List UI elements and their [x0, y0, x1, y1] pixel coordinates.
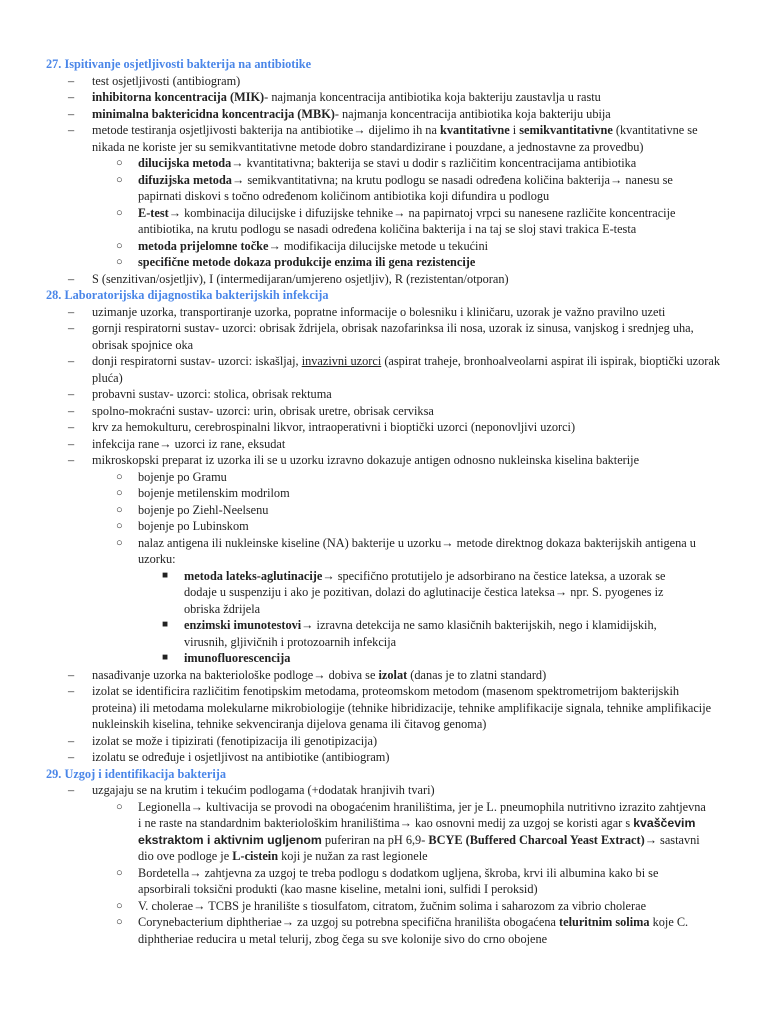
text-run: i	[509, 123, 520, 137]
sub-list-item	[116, 254, 708, 271]
dash-bullet-icon: –	[68, 750, 75, 764]
text-run: izolat se može i tipizirati (fenotipizacija ili genotipizacija)	[92, 733, 378, 748]
text-run: → specifično protutijelo je adsorbirano na čestice lateksa, a uzorak se dodaje u suspenziju i ako je pozitivan, dolazi do aglutinacije čestica lateksa→ npr. S. pyogenes iz obriska ždrijela	[184, 568, 666, 616]
text-run: bojenje po Lubinskom	[138, 519, 249, 533]
underlined-text: invazivni uzorci	[301, 354, 382, 368]
text-run: gornji respiratorni sustav- uzorci: obrisak ždrijela, obrisak nazofarinksa ili nosa, uzorak iz sinusa, vanjskog i srednjeg uha, obrisak spojnice oka	[92, 321, 694, 352]
sub-list-item	[116, 865, 708, 898]
list-item	[68, 73, 722, 90]
list-item	[68, 320, 722, 353]
sub-list-item	[116, 535, 708, 568]
sub-sub-list-item	[162, 568, 698, 618]
sub-list-item	[116, 502, 708, 519]
text-run: → kvantitativna; bakterija se stavi u dodir s različitim koncentracijama antibiotika	[231, 156, 637, 170]
bold-term: kvantitativne	[440, 123, 510, 137]
list-item	[68, 122, 722, 155]
text-run: Corynebacterium diphtheriae→ za uzgoj su potrebna specifična hranilišta obogaćena	[138, 915, 560, 929]
list-item	[68, 353, 722, 386]
dash-bullet-icon: –	[68, 436, 75, 451]
list-item	[68, 749, 722, 766]
bold-term: BCYE (Buffered Charcoal Yeast Extract)	[428, 832, 645, 847]
text-run: → semikvantitativna; na krutu podlogu se nasadi određena količina bakterija→ nanesu se papirnati diskovi s točno određenom količinom antibiotika koji difundira u podlogu	[138, 172, 673, 203]
dash-bullet-icon: –	[68, 90, 75, 104]
document-page	[0, 56, 768, 947]
bold-term: semikvantitativne	[519, 123, 613, 137]
text-run: Bordetella→ zahtjevna za uzgoj te treba podlogu s dodatkom ugljena, škroba, krvi ili albumina kako bi se apsorbirali toksični produkti (kao masne kiseline, metalni ioni, sulfidi I peroksid)	[138, 865, 659, 896]
circle-bullet-icon: ○	[116, 800, 123, 813]
bold-term: E-test	[138, 205, 169, 220]
text-run: bojenje po Gramu	[138, 469, 227, 484]
sub-list-item	[116, 485, 708, 502]
bold-term: kvaščevim ekstraktom i aktivnim ugljenom	[138, 816, 696, 847]
list-item	[68, 271, 722, 288]
circle-bullet-icon: ○	[116, 899, 123, 912]
sub-list-item	[116, 172, 708, 205]
bold-term: inhibitorna koncentracija (MIK)	[92, 90, 265, 104]
circle-bullet-icon: ○	[116, 916, 123, 928]
circle-bullet-icon: ○	[116, 866, 123, 879]
bold-term: metoda lateks-aglutinacije	[184, 568, 323, 583]
circle-bullet-icon: ○	[116, 239, 123, 252]
bold-term: imunofluorescencija	[184, 651, 291, 665]
dash-bullet-icon: –	[68, 123, 75, 137]
text-run: mikroskopski preparat iz uzorka ili se u uzorku izravno dokazuje antigen odnosno nukleinska kiselina bakterije	[92, 453, 640, 467]
text-run: (danas je to zlatni standard)	[407, 667, 547, 682]
text-run: test osjetljivosti (antibiogram)	[92, 73, 241, 88]
square-bullet-icon: ■	[162, 569, 169, 581]
text-run: izolat se identificira različitim fenotipskim metodama, proteomskom metodom (masenom spektrometrijom bakterijskih proteina) ili metodama molekularne mikrobiologije (tehnike hibridizacije, tehnike amplifikacije signala, tehnike amplifikacije nukleinskih kiselina, tehnike sekvenciranja dijelova genama ili čitavog genoma)	[92, 684, 712, 731]
text-run: S (senzitivan/osjetljiv), I (intermedijaran/umjereno osjetljiv), R (rezistentan/otporan)	[92, 271, 509, 286]
sub-list-item	[116, 155, 708, 172]
circle-bullet-icon: ○	[116, 536, 123, 549]
square-bullet-icon: ■	[162, 619, 169, 630]
circle-bullet-icon: ○	[116, 520, 123, 532]
sub-sub-list-item	[162, 617, 698, 650]
circle-bullet-icon: ○	[116, 157, 123, 169]
list-item	[68, 782, 722, 799]
sub-list-item	[116, 238, 708, 255]
text-run: → sastavni dio ove podloge je	[138, 832, 700, 863]
bold-term: difuzijska metoda	[138, 172, 232, 187]
list-item	[68, 683, 722, 733]
sub-list-item	[116, 205, 708, 238]
dash-bullet-icon: –	[68, 271, 75, 286]
list-item	[68, 452, 722, 469]
sub-list-item	[116, 469, 708, 486]
text-run: bojenje metilenskim modrilom	[138, 486, 290, 500]
sub-list-item	[116, 898, 708, 915]
list-item	[68, 304, 722, 321]
dash-bullet-icon: –	[68, 783, 75, 797]
dash-bullet-icon: –	[68, 304, 75, 319]
bold-term: dilucijska metoda	[138, 156, 232, 170]
square-bullet-icon: ■	[162, 652, 169, 663]
dash-bullet-icon: –	[68, 420, 75, 434]
list-item	[68, 436, 722, 453]
text-run: probavni sustav- uzorci: stolica, obrisak rektuma	[92, 387, 332, 401]
text-run: - najmanja koncentracija antibiotika koja bakteriju zaustavlja u rastu	[264, 90, 601, 104]
sub-list-item	[116, 799, 708, 865]
bold-term: izolat	[378, 667, 408, 682]
dash-bullet-icon: –	[68, 667, 75, 682]
text-run: krv za hemokulturu, cerebrospinalni likvor, intraoperativni i bioptički uzorci (neponovljivi uzorci)	[92, 420, 576, 434]
bold-term: enzimski imunotestovi	[184, 618, 302, 632]
text-run: uzgajaju se na krutim i tekućim podlogama (+dodatak hranjivih tvari)	[92, 783, 435, 797]
dash-bullet-icon: –	[68, 684, 75, 698]
text-run: Legionella→ kultivacija se provodi na obogaćenim hranilištima, jer je L. pneumophila nutritivno izrazito zahtjevna i ne raste na standardnim bakteriološkim hranilištima→ kao osnovni medij za uzgoj se koristi agar s	[138, 799, 706, 830]
dash-bullet-icon: –	[68, 354, 75, 368]
text-run: koje C. diphtheriae reducira u metal telurij, zbog čega su sve kolonije sivo do crno obojene	[138, 915, 689, 946]
dash-bullet-icon: –	[68, 106, 75, 121]
list-item	[68, 89, 722, 106]
section-heading: 29. Uzgoj i identifikacija bakterija	[46, 766, 226, 781]
bold-term: minimalna baktericidna koncentracija (MBK)	[92, 106, 335, 121]
sub-sub-list-item	[162, 650, 698, 667]
circle-bullet-icon: ○	[116, 470, 123, 483]
circle-bullet-icon: ○	[116, 503, 123, 516]
dash-bullet-icon: –	[68, 387, 75, 401]
list-item	[68, 386, 722, 403]
text-run: koji je nužan za rast legionele	[278, 849, 428, 863]
bold-term: specifične metode dokaza produkcije enzima ili gena rezistencije	[138, 255, 476, 269]
list-item	[68, 419, 722, 436]
text-run: → kombinacija dilucijske i difuzijske tehnike→ na papirnatoj vrpci su nanesene različite koncentracije antibiotika, na krutu podlogu se nasadi određena količina bakterija i na taj se sloj stavi trakica E-testa	[138, 205, 676, 236]
text-run: metode testiranja osjetljivosti bakterija na antibiotike→ dijelimo ih na	[92, 123, 440, 137]
text-run: → modifikacija dilucijske metode u tekućini	[268, 238, 489, 253]
text-run: nasađivanje uzorka na bakteriološke podloge→ dobiva se	[92, 667, 379, 682]
list-item	[68, 106, 722, 123]
sub-list-item	[116, 914, 708, 947]
text-run: → izravna detekcija ne samo klasičnih bakterijskih, nego i klamidijskih, virusnih, gljivičnih i protozoarnih infekcija	[184, 618, 657, 649]
bold-term: L-cistein	[232, 849, 279, 863]
text-run: donji respiratorni sustav- uzorci: iskašljaj,	[92, 354, 302, 368]
dash-bullet-icon: –	[68, 73, 75, 88]
bold-term: teluritnim solima	[559, 915, 650, 929]
bold-term: metoda prijelomne točke	[138, 238, 269, 253]
section-heading: 27. Ispitivanje osjetljivosti bakterija na antibiotike	[46, 57, 312, 71]
dash-bullet-icon: –	[68, 321, 75, 335]
text-run: infekcija rane→ uzorci iz rane, eksudat	[92, 436, 286, 451]
text-run: (kvantitativne se nikada ne koriste jer su semikvantitativne metode dobro standardizirane i pouzdane, a jednostavne za provedbu)	[92, 123, 698, 154]
list-item	[68, 733, 722, 750]
list-item	[68, 403, 722, 420]
dash-bullet-icon: –	[68, 453, 75, 467]
circle-bullet-icon: ○	[116, 173, 123, 186]
circle-bullet-icon: ○	[116, 206, 123, 219]
text-run: puferiran na pH 6,9-	[321, 832, 429, 847]
circle-bullet-icon: ○	[116, 256, 123, 268]
text-run: nalaz antigena ili nukleinske kiseline (NA) bakterije u uzorku→ metode direktnog dokaza bakterijskih antigena u uzorku:	[138, 535, 696, 566]
text-run: V. cholerae→ TCBS je hranilište s tiosulfatom, citratom, žučnim solima i saharozom za vibrio cholerae	[138, 898, 647, 913]
circle-bullet-icon: ○	[116, 487, 123, 499]
text-run: (aspirat traheje, bronhoalveolarni aspirat ili ispirak, bioptički uzorak pluća)	[92, 354, 720, 385]
text-run: bojenje po Ziehl-Neelsenu	[138, 502, 269, 517]
text-run: uzimanje uzorka, transportiranje uzorka, popratne informacije o bolesniku i kliničaru, uzorak je važno pravilno uzeti	[92, 304, 666, 319]
dash-bullet-icon: –	[68, 733, 75, 748]
sub-list-item	[116, 518, 708, 535]
text-run: spolno-mokraćni sustav- uzorci: urin, obrisak uretre, obrisak cerviksa	[92, 403, 434, 418]
section-heading: 28. Laboratorijska dijagnostika bakterijskih infekcija	[46, 288, 329, 302]
text-run: izolatu se određuje i osjetljivost na antibiotike (antibiogram)	[92, 750, 390, 764]
list-item	[68, 667, 722, 684]
text-run: - najmanja koncentracija antibiotika koja bakteriju ubija	[334, 106, 611, 121]
dash-bullet-icon: –	[68, 403, 75, 418]
